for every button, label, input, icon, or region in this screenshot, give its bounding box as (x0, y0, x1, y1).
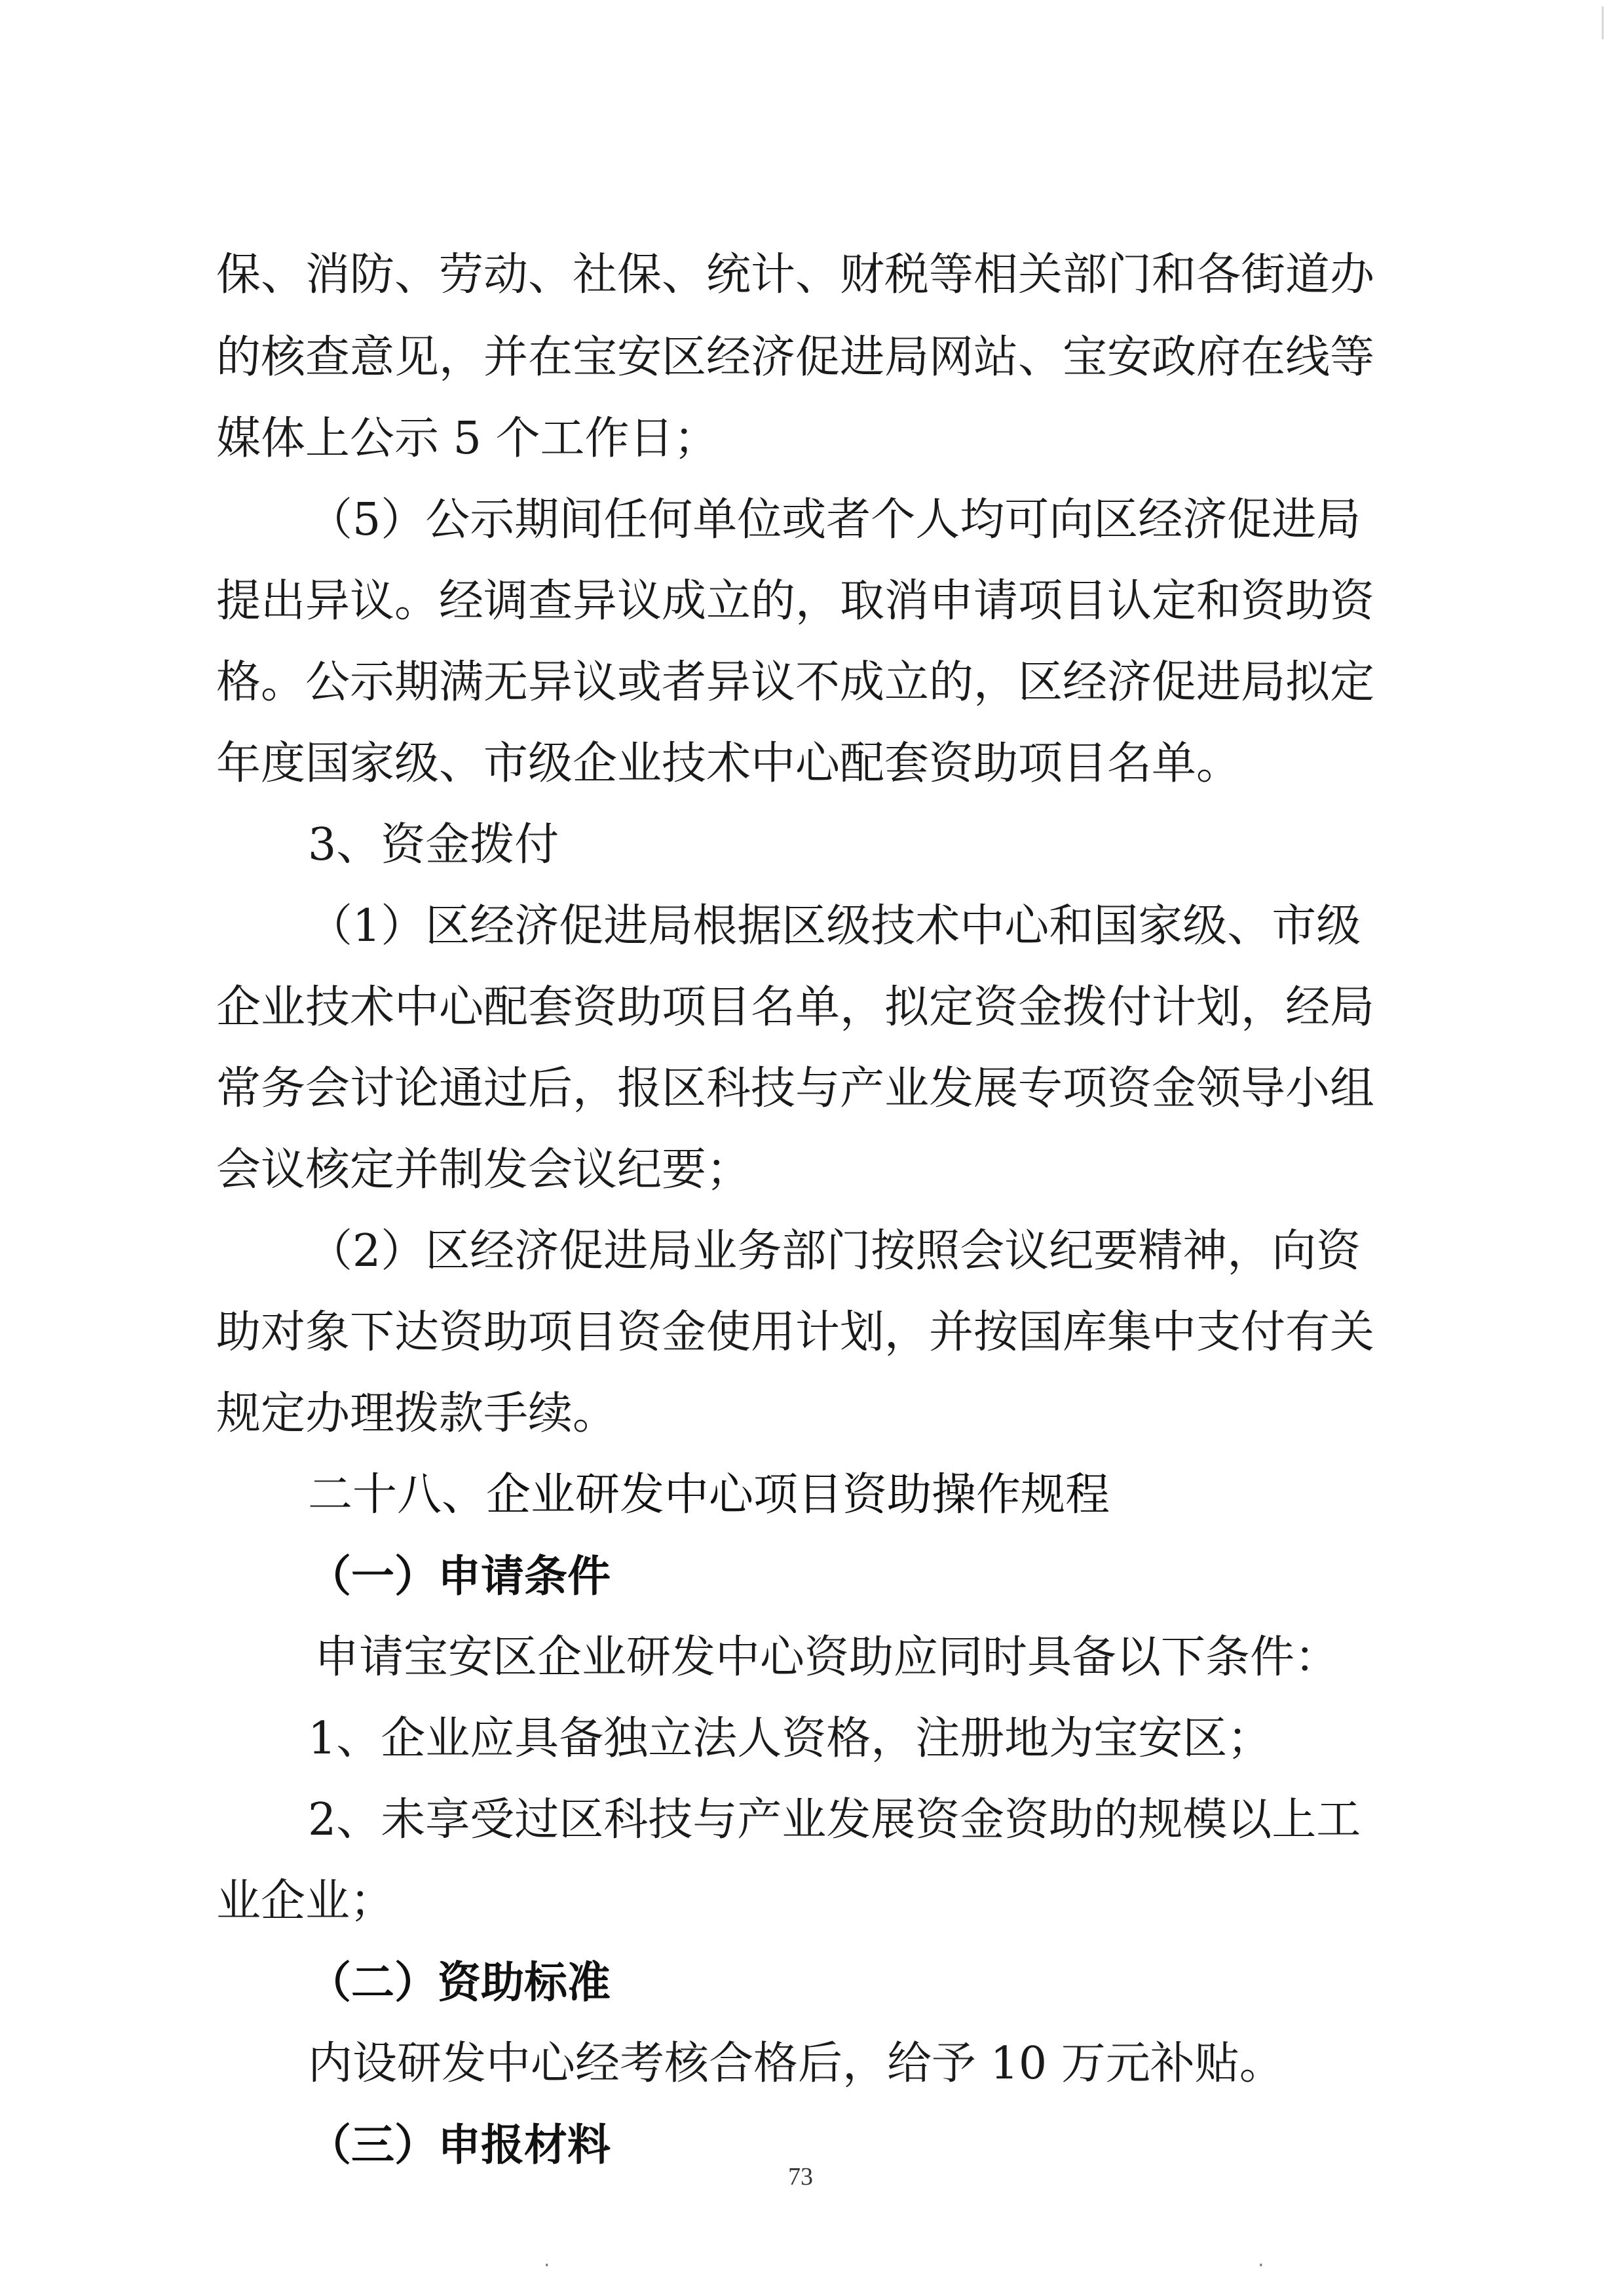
scan-speck: · (1258, 2254, 1264, 2277)
body-line: 2、未享受过区科技与产业发展资金资助的规模以上工 (308, 1794, 1361, 1846)
body-line: 年度国家级、市级企业技术中心配套资助项目名单。 (216, 738, 1241, 790)
body-line: 常务会讨论通过后，报区科技与产业发展专项资金领导小组 (216, 1063, 1375, 1115)
body-line: （1）区经济促进局根据区级技术中心和国家级、市级 (308, 900, 1361, 952)
body-line: 媒体上公示 5 个工作日； (216, 413, 719, 465)
body-line: （5）公示期间任何单位或者个人均可向区经济促进局 (308, 494, 1361, 546)
body-line: 格。公示期满无异议或者异议不成立的，区经济促进局拟定 (216, 657, 1375, 708)
subsection-heading-subsidy-standard: （二）资助标准 (308, 1957, 611, 2008)
scan-edge-mark (1602, 7, 1604, 39)
body-line: 内设研发中心经考核合格后，给予 10 万元补贴。 (308, 2038, 1284, 2090)
scan-speck: · (544, 2254, 550, 2277)
body-line: 1、企业应具备独立法人资格，注册地为宝安区； (308, 1713, 1272, 1765)
body-line: 会议核定并制发会议纪要； (216, 1144, 751, 1196)
body-line: 保、消防、劳动、社保、统计、财税等相关部门和各街道办 (216, 249, 1375, 301)
page-number: 73 (788, 2163, 813, 2191)
body-line: （2）区经济促进局业务部门按照会议纪要精神，向资 (308, 1225, 1361, 1277)
body-line: 企业技术中心配套资助项目名单，拟定资金拨付计划，经局 (216, 982, 1375, 1033)
body-line: 业企业； (216, 1875, 395, 1927)
subsection-heading-application-conditions: （一）申请条件 (308, 1551, 611, 1601)
subsection-heading-application-materials: （三）申报材料 (308, 2120, 611, 2170)
body-line: 助对象下达资助项目资金使用计划，并按国库集中支付有关 (216, 1307, 1375, 1358)
section-heading: 二十八、企业研发中心项目资助操作规程 (308, 1469, 1110, 1521)
body-line: 申请宝安区企业研发中心资助应同时具备以下条件： (314, 1632, 1340, 1683)
body-line: 的核查意见，并在宝安区经济促进局网站、宝安政府在线等 (216, 332, 1375, 383)
body-line: 规定办理拨款手续。 (216, 1388, 618, 1440)
body-line: 提出异议。经调查异议成立的，取消申请项目认定和资助资 (216, 575, 1375, 627)
body-line: 3、资金拨付 (308, 819, 559, 871)
